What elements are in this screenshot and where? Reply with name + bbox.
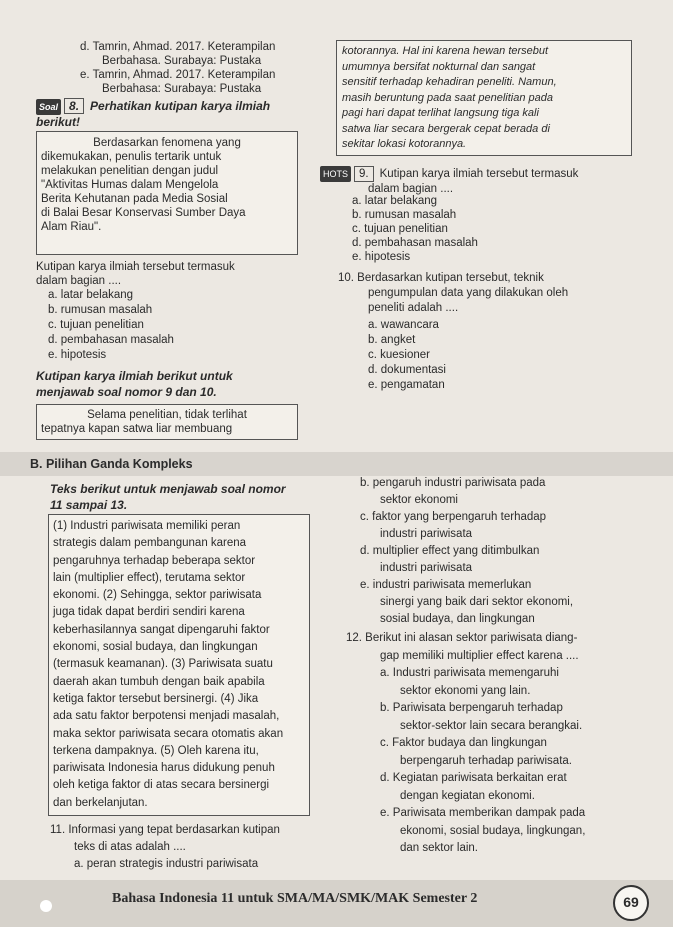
soal-badge: Soal [36,99,61,115]
question-8-options [48,288,174,363]
passage-box: (1) Industri pariwisata memiliki peran strategis dalam pembangunan karena pengaruhnya terhadap beberapa sektor lain (multiplier effect), terutama sektor ekonomi. (2) Sehingga, sektor pariwisata juga tidak dapat berdiri sendiri karena keberhasilannya sangat dipengaruhi faktor ekonomi, sosial budaya, dan lingkungan (termasuk keamanan). (3) Pariwisata suatu daerah akan tumbuh dengan baik apabila ketiga faktor tersebut bersinergi. (4) Jika ada satu faktor berpotensi menjadi masalah, maka sektor pariwisata secara otomatis akan terkena dampaknya. (5) Oleh karena itu, pariwisata Indonesia harus didukung penuh oleh ketiga faktor di atas secara bersinergi dan berkelanjutan. [48,514,310,816]
excerpt-box-1: Berdasarkan fenomena yang dikemukakan, penulis tertarik untuk melakukan penelitian dengan judul "Aktivitas Humas dalam Mengelola Berita Kehutanan pada Media Sosial di Balai Besar Konservasi Sumber Daya Alam Riau". [36,131,298,255]
option[interactable]: d. multiplier effect yang ditimbulkan [360,545,540,557]
decorative-dot-icon [40,900,52,912]
option[interactable]: c. tujuan penelitian [48,319,144,331]
option[interactable]: c. faktor yang berpengaruh terhadap [360,511,547,523]
question-11-options-continued: b. pengaruh industri pariwisata pada sektor ekonomi c. faktor yang berpengaruh terhadap industri pariwisata d. multiplier effect yang ditimbulkan industri pariwisata e. industri pariwisata memerlukan sinergi yang baik dari sektor ekonomi, sosial budaya, dan lingkungan [360,477,574,625]
option[interactable]: c. tujuan penelitian [352,223,448,235]
option[interactable]: a. latar belakang [48,289,134,301]
option[interactable]: c. Faktor budaya dan lingkungan [380,737,547,749]
option-e: e. Tamrin, Ahmad. 2017. Keterampilan Berbahasa: Surabaya: Pustaka [80,69,276,95]
option[interactable]: b. rumusan masalah [48,304,153,316]
option[interactable]: d. Kegiatan pariwisata berkaitan erat [380,772,567,784]
option[interactable]: a. peran strategis industri pariwisata [74,858,259,870]
option[interactable]: a. Industri pariwisata memengaruhi [380,667,559,679]
option[interactable]: a. latar belakang [352,195,438,207]
section-b-title: B. Pilihan Ganda Kompleks [30,457,193,471]
instruction-9-10: Kutipan karya ilmiah berikut untuk menjawab soal nomor 9 dan 10. [36,369,233,399]
option[interactable]: d. pembahasan masalah [48,334,174,346]
section-b-instruction: Teks berikut untuk menjawab soal nomor 11 sampai 13. [50,482,286,512]
page-number: 69 [613,885,649,921]
question-8-heading: Soal 8. Perhatikan kutipan karya ilmiah berikut! [36,99,271,129]
option-d: d. Tamrin, Ahmad. 2017. Keterampilan Berbahasa. Surabaya: Pustaka [80,41,276,67]
question-8-stem: Kutipan karya ilmiah tersebut termasuk dalam bagian .... [36,261,235,287]
option[interactable]: d. pembahasan masalah [352,237,478,249]
question-10-stem: 10. Berdasarkan kutipan tersebut, teknik pengumpulan data yang dilakukan oleh peneliti adalah .... [338,272,569,314]
section-b-banner [0,452,673,476]
option[interactable]: d. dokumentasi [368,364,446,376]
option[interactable]: b. rumusan masalah [352,209,457,221]
question-number: 9. [354,166,374,182]
excerpt-box-3: kotorannya. Hal ini karena hewan tersebut umumnya bersifat nokturnal dan sangat sensitif terhadap kehadiran peneliti. Namun, masih beruntung pada saat penelitian pada pagi hari dapat terlihat langsung tiga kali satwa liar secara bergerak cepat berada di sekitar lokasi kotorannya. [336,40,632,156]
footer-bar [0,880,673,927]
option[interactable]: a. wawancara [368,319,439,331]
question-10-options [368,318,446,393]
question-9-options [352,194,478,264]
option[interactable]: b. angket [368,334,416,346]
question-11: 11. Informasi yang tepat berdasarkan kutipan teks di atas adalah .... a. peran strategis industri pariwisata [50,822,280,873]
hots-badge: HOTS [320,166,351,182]
footer-title: Bahasa Indonesia 11 untuk SMA/MA/SMK/MAK Semester 2 [112,891,478,906]
question-9: HOTS 9. Kutipan karya ilmiah tersebut termasuk dalam bagian .... [320,166,578,196]
option[interactable]: b. pengaruh industri pariwisata pada [360,477,546,489]
option[interactable]: e. hipotesis [48,349,107,361]
question-12: 12. Berikut ini alasan sektor pariwisata diang- gap memiliki multiplier effect karena .... a. Industri pariwisata memengaruhi sektor ekonomi yang lain. b. Pariwisata berpengaruh terhadap sektor-sektor lain secara berangkai. c. Faktor budaya dan lingkungan berpengaruh terhadap pariwisata. d. Kegiatan pariwisata berkaitan erat dengan kegiatan ekonomi. e. Pariwisata memberikan dampak pada ekonomi, sosial budaya, lingkungan, dan sektor lain. [346,632,586,854]
option[interactable]: c. kuesioner [368,349,431,361]
option[interactable]: e. hipotesis [352,251,411,263]
option[interactable]: b. Pariwisata berpengaruh terhadap [380,702,563,714]
option[interactable]: e. pengamatan [368,379,445,391]
option[interactable]: e. industri pariwisata memerlukan [360,579,532,591]
excerpt-box-2: Selama penelitian, tidak terlihat tepatnya kapan satwa liar membuang [36,404,298,440]
question-number: 8. [64,98,84,114]
option[interactable]: e. Pariwisata memberikan dampak pada [380,807,586,819]
